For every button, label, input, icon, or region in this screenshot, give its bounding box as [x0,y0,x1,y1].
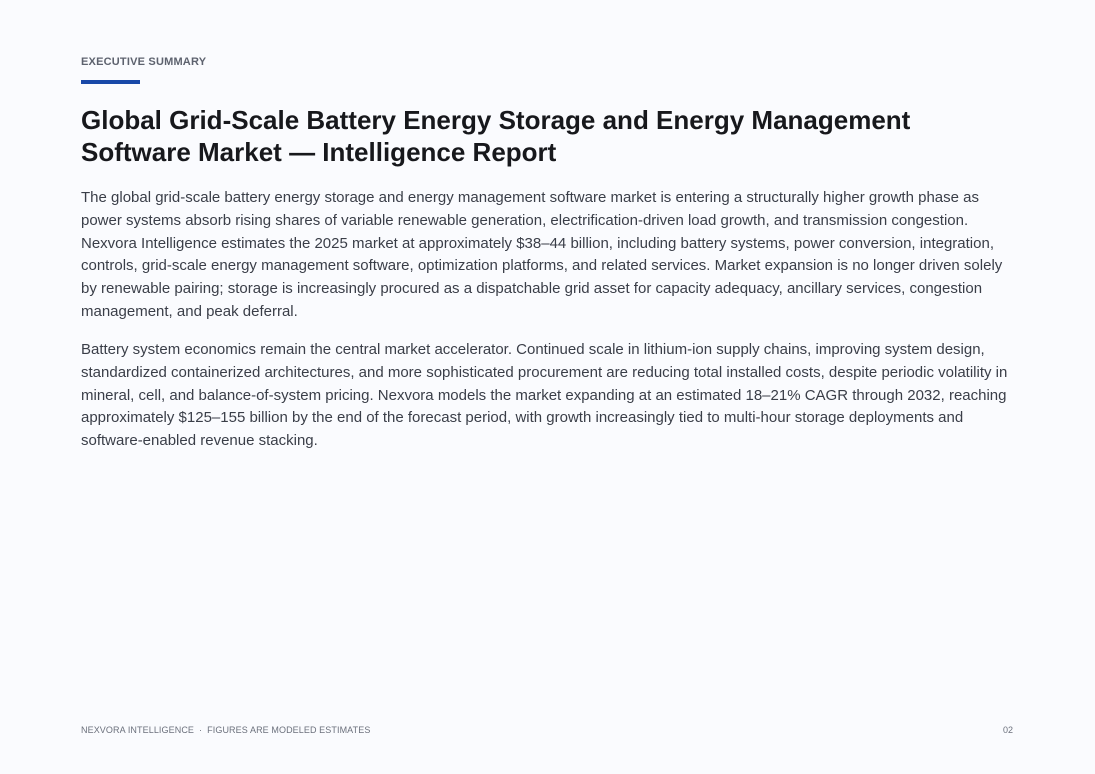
summary-paragraph-1: The global grid-scale battery energy storage and energy management software market is entering a structurally higher growth phase as power systems absorb rising shares of variable renewable generation, electrification-driven load growth, and transmission congestion. Nexvora Intelligence estimates the 2025 market at approximately $38–44 billion, including battery systems, power conversion, integration, controls, grid-scale energy management software, optimization platforms, and related services. Market expansion is no longer driven solely by renewable pairing; storage is increasingly procured as a dispatchable grid asset for capacity adequacy, ancillary services, congestion management, and peak deferral. [81,189,1003,320]
footer-brand: NEXVORA INTELLIGENCE [81,725,195,735]
page-number: 02 [1002,725,1013,735]
footer-note: FIGURES ARE MODELED ESTIMATES [207,725,371,735]
footer-left [81,725,370,736]
summary-paragraph-2: Battery system economics remain the central market accelerator. Continued scale in lithium-ion supply chains, improving system design, standardized containerized architectures, and more sophisticated procurement are reducing total installed costs, despite periodic volatility in mineral, cell, and balance-of-system pricing. Nexvora models the market expanding at an estimated 18–21% CAGR through 2032, reaching approximately $125–155 billion by the end of the forecast period, with growth increasingly tied to multi-hour storage deployments and software-enabled revenue stacking. [81,341,1008,450]
page-title: Global Grid-Scale Battery Energy Storage and Energy Management Software Market — Intelligence Report [81,105,911,167]
accent-bar [81,80,140,84]
section-eyebrow: EXECUTIVE SUMMARY [81,56,207,68]
footer-separator: · [199,725,203,735]
